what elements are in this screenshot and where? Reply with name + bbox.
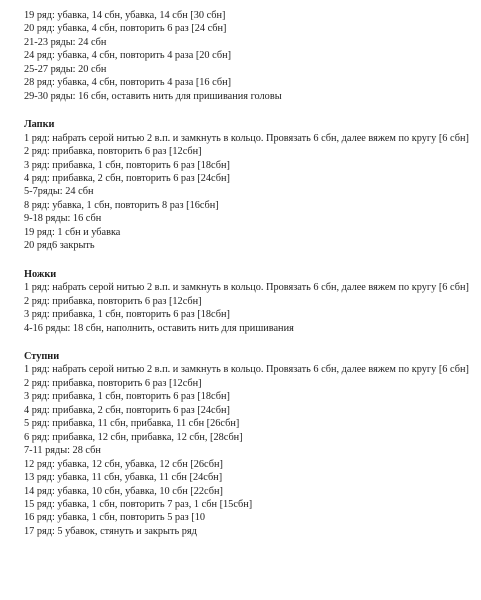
text-line: 25-27 ряды: 20 сбн — [24, 63, 107, 75]
text-line: 4-16 ряды: 18 сбн, наполнить, оставить нить для пришивания — [24, 322, 294, 334]
section-legs — [24, 268, 474, 335]
text-line: 6 ряд: прибавка, 12 сбн, прибавка, 12 сбн, [28сбн] — [24, 431, 243, 443]
text-line: 1 ряд: набрать серой нитью 2 в.п. и замкнуть в кольцо. Провязать 6 сбн, далее вяжем по кругу [6 сбн] — [24, 364, 469, 376]
text-line: 20 ряд: убавка, 4 сбн, повторить 6 раз [24 сбн] — [24, 23, 227, 35]
text-line: 24 ряд: убавка, 4 сбн, повторить 4 раза [20 сбн] — [24, 50, 232, 62]
text-line: 2 ряд: прибавка, повторить 6 раз [12сбн] — [24, 146, 202, 158]
text-line: 3 ряд: прибавка, 1 сбн, повторить 6 раз [18сбн] — [24, 159, 230, 171]
section-paws — [24, 118, 474, 253]
text-line: 16 ряд: убавка, 1 сбн, повторить 5 раз [10 — [24, 512, 206, 524]
text-line: 3 ряд: прибавка, 1 сбн, повторить 6 раз [18сбн] — [24, 309, 230, 321]
section-heading: Ступни — [24, 350, 60, 362]
text-line: 4 ряд: прибавка, 2 сбн, повторить 6 раз [24сбн] — [24, 172, 230, 184]
text-line: 2 ряд: прибавка, повторить 6 раз [12сбн] — [24, 377, 202, 389]
text-line: 4 ряд: прибавка, 2 сбн, повторить 6 раз [24сбн] — [24, 404, 230, 416]
text-line: 9-18 ряды: 16 сбн — [24, 213, 102, 225]
text-line: 2 ряд: прибавка, повторить 6 раз [12сбн] — [24, 295, 202, 307]
text-line: 13 ряд: убавка, 11 сбн, убавка, 11 сбн [24сбн] — [24, 472, 223, 484]
text-line: 5 ряд: прибавка, 11 сбн, прибавка, 11 сбн [26сбн] — [24, 418, 240, 430]
document-page — [24, 9, 474, 538]
text-line: 29-30 ряды: 16 сбн, оставить нить для пришивания головы — [24, 90, 282, 102]
text-line: 1 ряд: набрать серой нитью 2 в.п. и замкнуть в кольцо. Провязать 6 сбн, далее вяжем по кругу [6 сбн] — [24, 132, 469, 144]
section-feet — [24, 350, 474, 538]
text-line: 28 ряд: убавка, 4 сбн, повторить 4 раза [16 сбн] — [24, 77, 232, 89]
text-line: 14 ряд: убавка, 10 сбн, убавка, 10 сбн [22сбн] — [24, 485, 223, 497]
text-line: 21-23 ряды: 24 сбн — [24, 36, 107, 48]
text-line: 15 ряд: убавка, 1 сбн, повторить 7 раз, 1 сбн [15сбн] — [24, 498, 253, 510]
intro-section — [24, 9, 474, 103]
text-line: 20 ряд6 закрыть — [24, 240, 95, 252]
text-line: 17 ряд: 5 убавок, стянуть и закрыть ряд — [24, 525, 197, 537]
text-line: 7-11 ряды: 28 сбн — [24, 445, 101, 457]
text-line: 1 ряд: набрать серой нитью 2 в.п. и замкнуть в кольцо. Провязать 6 сбн, далее вяжем по кругу [6 сбн] — [24, 282, 469, 294]
section-heading: Лапки — [24, 119, 55, 131]
text-line: 5-7ряды: 24 сбн — [24, 186, 94, 198]
text-line: 8 ряд: убавка, 1 сбн, повторить 8 раз [16сбн] — [24, 199, 219, 211]
text-line: 3 ряд: прибавка, 1 сбн, повторить 6 раз [18сбн] — [24, 391, 230, 403]
text-line: 19 ряд: убавка, 14 сбн, убавка, 14 сбн [30 сбн] — [24, 10, 226, 21]
text-line: 12 ряд: убавка, 12 сбн, убавка, 12 сбн [26сбн] — [24, 458, 223, 470]
text-line: 19 ряд: 1 сбн и убавка — [24, 226, 121, 238]
section-heading: Ножки — [24, 268, 57, 280]
